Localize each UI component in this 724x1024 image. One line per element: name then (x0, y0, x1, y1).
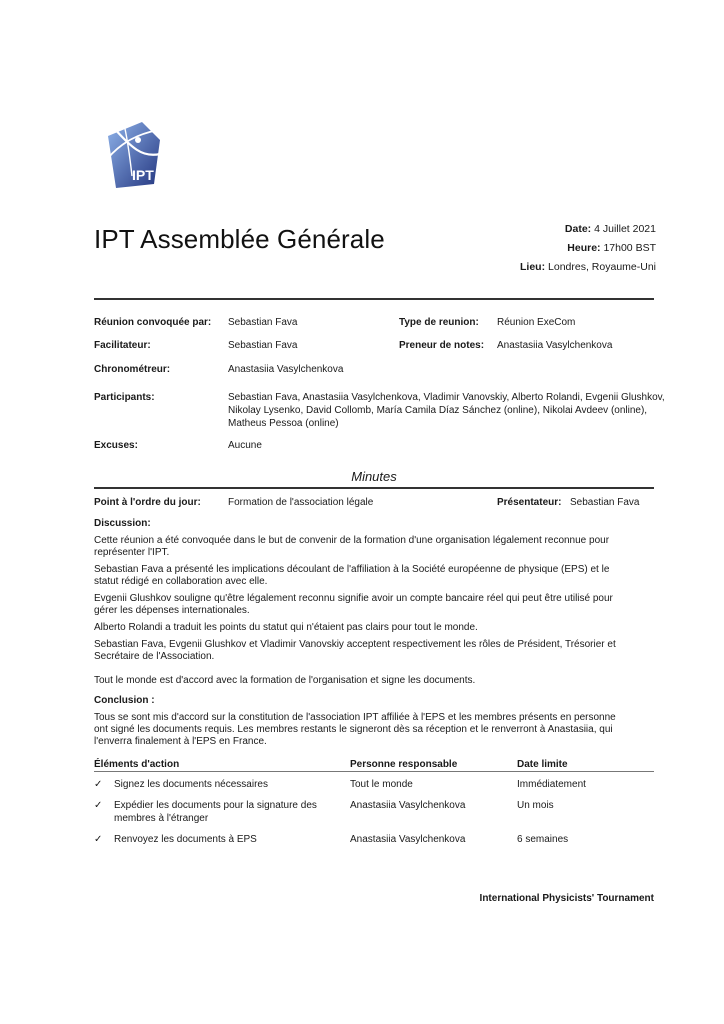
type-value: Réunion ExeCom (497, 317, 576, 328)
divider (94, 771, 654, 772)
actions-col-item: Éléments d'action (94, 759, 180, 770)
actions-col-deadline: Date limite (517, 759, 568, 770)
actions-col-person: Personne responsable (350, 759, 458, 770)
action-person: Anastasiia Vasylchenkova (350, 834, 466, 845)
action-deadline: Un mois (517, 800, 554, 811)
excuses-value: Aucune (228, 440, 262, 451)
participants-label: Participants: (94, 392, 155, 403)
action-deadline: 6 semaines (517, 834, 569, 845)
agenda-label: Point à l'ordre du jour: (94, 497, 201, 508)
divider (94, 298, 654, 300)
footer-text: International Physicists' Tournament (479, 893, 654, 904)
convened-label: Réunion convoquée par: (94, 317, 212, 328)
discussion-paragraph: Cette réunion a été convoquée dans le but de convenir de la formation d'une organisation légalement reconnue pour représenter l'IPT. (94, 535, 610, 558)
action-item: membres à l'étranger (114, 813, 209, 824)
check-icon: ✓ (94, 779, 103, 790)
check-icon: ✓ (94, 800, 103, 811)
discussion-paragraph: Alberto Rolandi a traduit les points du statut qui n'étaient pas clairs pour tout le monde. (94, 622, 478, 633)
action-item: Expédier les documents pour la signature des (114, 800, 317, 811)
agenda-value: Formation de l'association légale (228, 497, 374, 508)
facilitator-label: Facilitateur: (94, 340, 151, 351)
check-icon: ✓ (94, 834, 103, 845)
timekeeper-value: Anastasiia Vasylchenkova (228, 364, 344, 375)
meeting-meta (520, 220, 656, 277)
discussion-paragraph: Evgenii Glushkov souligne qu'être légalement reconnu signifie avoir un compte bancaire réel qui peut être utilisé pour gérer les dépenses internationales. (94, 593, 613, 616)
conclusion-text: Tous se sont mis d'accord sur la constitution de l'association IPT affiliée à l'EPS et les membres présents en personne ont signé les documents requis. Les membres restants le signeront dès sa réception et le renverront à Anastasiia, qui l'enverra finalement à l'EPS en France. (94, 712, 616, 747)
notetaker-value: Anastasiia Vasylchenkova (497, 340, 613, 351)
excuses-label: Excuses: (94, 440, 138, 451)
facilitator-value: Sebastian Fava (228, 340, 298, 351)
meta-date: Date: 4 Juillet 2021 (564, 223, 656, 235)
ipt-logo (102, 118, 166, 192)
discussion-label: Discussion: (94, 518, 151, 529)
convened-value: Sebastian Fava (228, 317, 298, 328)
participants-line: Nikolay Lysenko, David Collomb, María Camila Díaz Sánchez (online), Nikolai Avdeev (online), (228, 405, 648, 416)
discussion-paragraph: Tout le monde est d'accord avec la formation de l'organisation et signe les documents. (94, 675, 476, 686)
minutes-title: Minutes (351, 469, 397, 484)
presenter-value: Sebastian Fava (570, 497, 640, 508)
conclusion-label: Conclusion : (94, 695, 155, 706)
presenter-label: Présentateur: (497, 497, 562, 508)
action-person: Tout le monde (350, 779, 413, 790)
meta-place: Lieu: Londres, Royaume-Uni (520, 261, 656, 273)
type-label: Type de reunion: (399, 317, 479, 328)
notetaker-label: Preneur de notes: (399, 340, 485, 351)
action-item: Signez les documents nécessaires (114, 779, 268, 790)
participants-line: Sebastian Fava, Anastasiia Vasylchenkova, Vladimir Vanovskiy, Alberto Rolandi, Evgenii Glushkov, (228, 392, 665, 403)
participants-line: Matheus Pessoa (online) (228, 418, 339, 429)
discussion-paragraph: Sebastian Fava, Evgenii Glushkov et Vladimir Vanovskiy acceptent respectivement les rôles de Président, Trésorier et Secrétaire de l'Association. (94, 639, 616, 662)
divider (94, 487, 654, 489)
action-person: Anastasiia Vasylchenkova (350, 800, 466, 811)
discussion-paragraph: Sebastian Fava a présenté les implications découlant de l'affiliation à la Société européenne de physique (EPS) et le statut rédigé en collaboration avec elle. (94, 564, 610, 587)
page-title: IPT Assemblée Générale (94, 224, 385, 254)
timekeeper-label: Chronométreur: (94, 364, 171, 375)
logo-text: IPT (132, 167, 154, 183)
action-item: Renvoyez les documents à EPS (114, 834, 257, 845)
action-deadline: Immédiatement (517, 779, 586, 790)
meta-time: Heure: 17h00 BST (567, 242, 656, 254)
